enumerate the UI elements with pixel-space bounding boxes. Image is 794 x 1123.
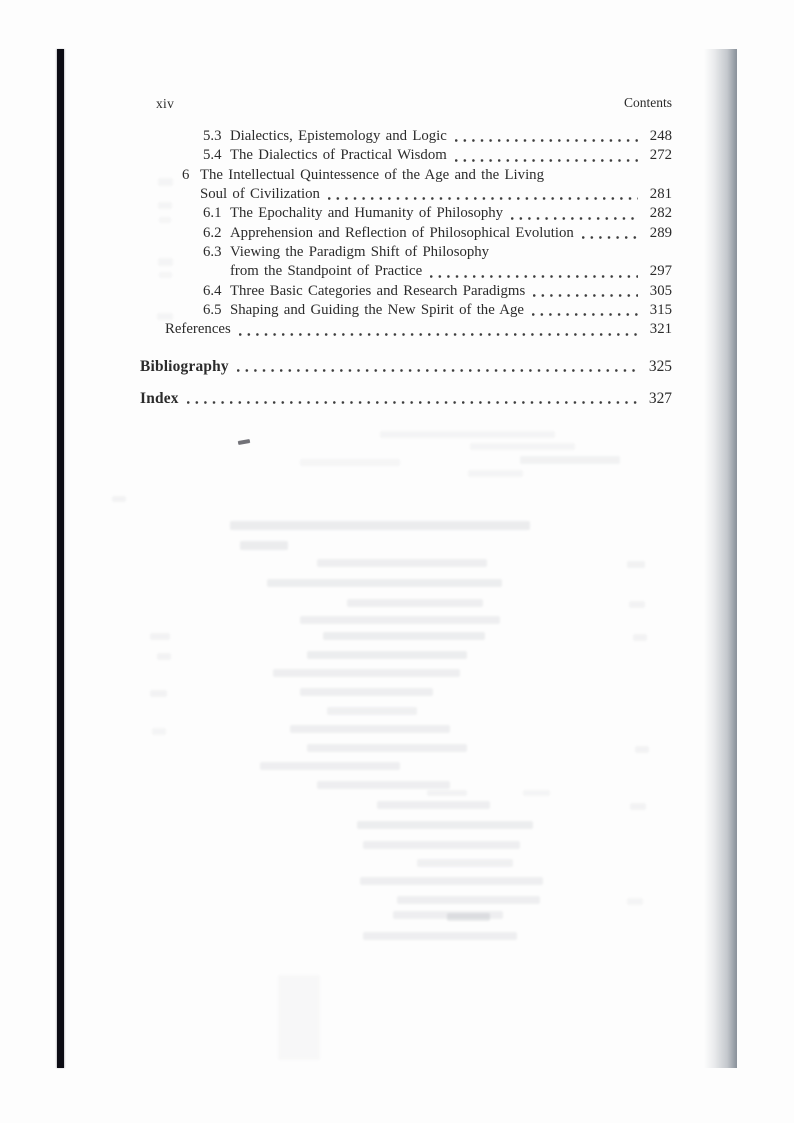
toc-entry-title: References	[165, 321, 231, 338]
ghost-text-line	[300, 616, 500, 624]
ghost-text-line	[307, 744, 467, 752]
ghost-text-line	[523, 790, 550, 796]
ghost-text-line	[158, 178, 173, 186]
toc-row	[140, 185, 672, 204]
dot-leader	[237, 369, 638, 372]
toc-entry-title: The Epochality and Humanity of Philosophy	[230, 205, 504, 222]
ghost-text-line	[150, 690, 167, 697]
ghost-text-line	[317, 559, 487, 567]
ghost-text-line	[360, 877, 543, 885]
toc-page-number: 321	[649, 321, 672, 338]
toc-entry-title: Viewing the Paradigm Shift of Philosophy	[230, 244, 490, 261]
toc-entry-title: Apprehension and Reflection of Philosophical Evolution	[230, 224, 574, 241]
ghost-text-line	[629, 601, 645, 608]
ghost-text-line	[307, 651, 467, 659]
ghost-text-line	[470, 443, 575, 450]
ghost-text-line	[317, 781, 450, 789]
ghost-text-line	[278, 975, 320, 1060]
toc-entry-title: Dialectics, Epistemology and Logic	[230, 128, 447, 144]
toc-entry-title: Shaping and Guiding the New Spirit of the Age	[230, 302, 524, 319]
dot-leader	[239, 333, 638, 336]
ghost-text-line	[157, 653, 171, 660]
page-edge-shadow	[704, 49, 737, 1068]
ghost-text-line	[273, 669, 460, 677]
toc-row	[140, 320, 672, 339]
ghost-text-line	[260, 762, 400, 770]
ghost-text-line	[112, 496, 126, 502]
toc-entry-title: The Dialectics of Practical Wisdom	[230, 147, 447, 164]
ghost-text-line	[158, 202, 172, 209]
ghost-text-line	[357, 821, 533, 829]
ghost-text-line	[300, 459, 400, 466]
ghost-text-line	[267, 579, 502, 587]
ghost-text-line	[150, 633, 170, 640]
ghost-text-line	[327, 707, 417, 715]
dot-leader	[582, 236, 638, 239]
toc-row	[140, 243, 672, 262]
toc-entry-number: 6.5	[203, 302, 222, 319]
ghost-text-line	[152, 728, 166, 735]
dot-leader	[455, 159, 638, 162]
toc-page-number: 315	[649, 302, 672, 319]
dot-leader	[430, 275, 638, 278]
toc-entry-title: Index	[140, 390, 179, 408]
toc-entry-number: 6.1	[203, 205, 222, 222]
ghost-text-line	[323, 632, 485, 640]
ghost-text-line	[363, 841, 520, 849]
toc-entry-title: from the Standpoint of Practice	[230, 263, 423, 280]
ghost-text-line	[447, 913, 490, 921]
toc-row	[140, 357, 672, 376]
dot-leader	[511, 217, 638, 220]
book-gutter-bar	[57, 49, 64, 1068]
toc-row	[140, 166, 672, 185]
toc-page-number: 289	[649, 224, 672, 241]
ghost-text-line	[635, 746, 649, 753]
toc-entry-number: 6	[182, 166, 190, 183]
ghost-text-line	[157, 313, 173, 320]
dot-leader	[533, 294, 638, 297]
ghost-text-line	[290, 725, 450, 733]
dot-leader	[532, 313, 638, 316]
toc-entry-title: Bibliography	[140, 357, 229, 375]
toc-page-number: 281	[649, 186, 672, 203]
toc-page-number: 327	[648, 390, 672, 408]
ghost-text-line	[230, 521, 530, 530]
ghost-text-line	[627, 898, 643, 905]
toc-row	[140, 204, 672, 223]
toc-page-number: 282	[649, 205, 672, 222]
toc-entry-title: Soul of Civilization	[200, 186, 320, 203]
toc-row	[140, 146, 672, 165]
toc-entry-number: 6.4	[203, 282, 222, 299]
ghost-text-line	[300, 688, 433, 696]
dot-leader	[187, 401, 638, 404]
page-folio: xiv	[156, 96, 175, 111]
ghost-text-line	[397, 896, 540, 904]
table-of-contents	[140, 127, 672, 408]
ghost-text-line	[377, 801, 490, 809]
toc-entry-title: The Intellectual Quintessence of the Age and the Living	[200, 166, 544, 183]
ink-smudge-dash	[238, 439, 251, 445]
ghost-text-line	[159, 217, 171, 223]
dot-leader	[455, 139, 638, 142]
ghost-text-line	[427, 790, 467, 796]
dot-leader	[328, 197, 638, 200]
toc-row	[140, 282, 672, 301]
toc-entry-number: 6.3	[203, 244, 222, 261]
ghost-text-line	[417, 859, 513, 867]
ghost-text-line	[159, 272, 172, 278]
running-header: Contents	[623, 95, 672, 110]
ghost-text-line	[363, 932, 517, 940]
toc-row	[140, 301, 672, 320]
toc-page-number: 248	[649, 128, 672, 144]
toc-row	[140, 224, 672, 243]
toc-row	[140, 127, 672, 146]
ghost-text-line	[158, 258, 173, 266]
ghost-text-line	[627, 561, 645, 568]
ghost-text-line	[520, 456, 620, 464]
toc-entry-number: 6.2	[203, 224, 222, 241]
toc-page-number: 325	[648, 357, 672, 375]
toc-entry-number: 5.3	[203, 128, 222, 144]
toc-page-number: 297	[649, 263, 672, 280]
ghost-text-line	[347, 599, 483, 607]
toc-entry-number: 5.4	[203, 147, 222, 164]
ghost-text-line	[240, 541, 288, 550]
toc-entry-title: Three Basic Categories and Research Paradigms	[230, 282, 526, 299]
toc-row	[140, 389, 672, 408]
toc-row	[140, 262, 672, 281]
toc-page-number: 272	[649, 147, 672, 164]
toc-page-number: 305	[649, 282, 672, 299]
ghost-text-line	[468, 470, 523, 477]
ghost-text-line	[630, 803, 646, 810]
ghost-text-line	[633, 634, 647, 641]
ghost-text-line	[380, 431, 555, 438]
